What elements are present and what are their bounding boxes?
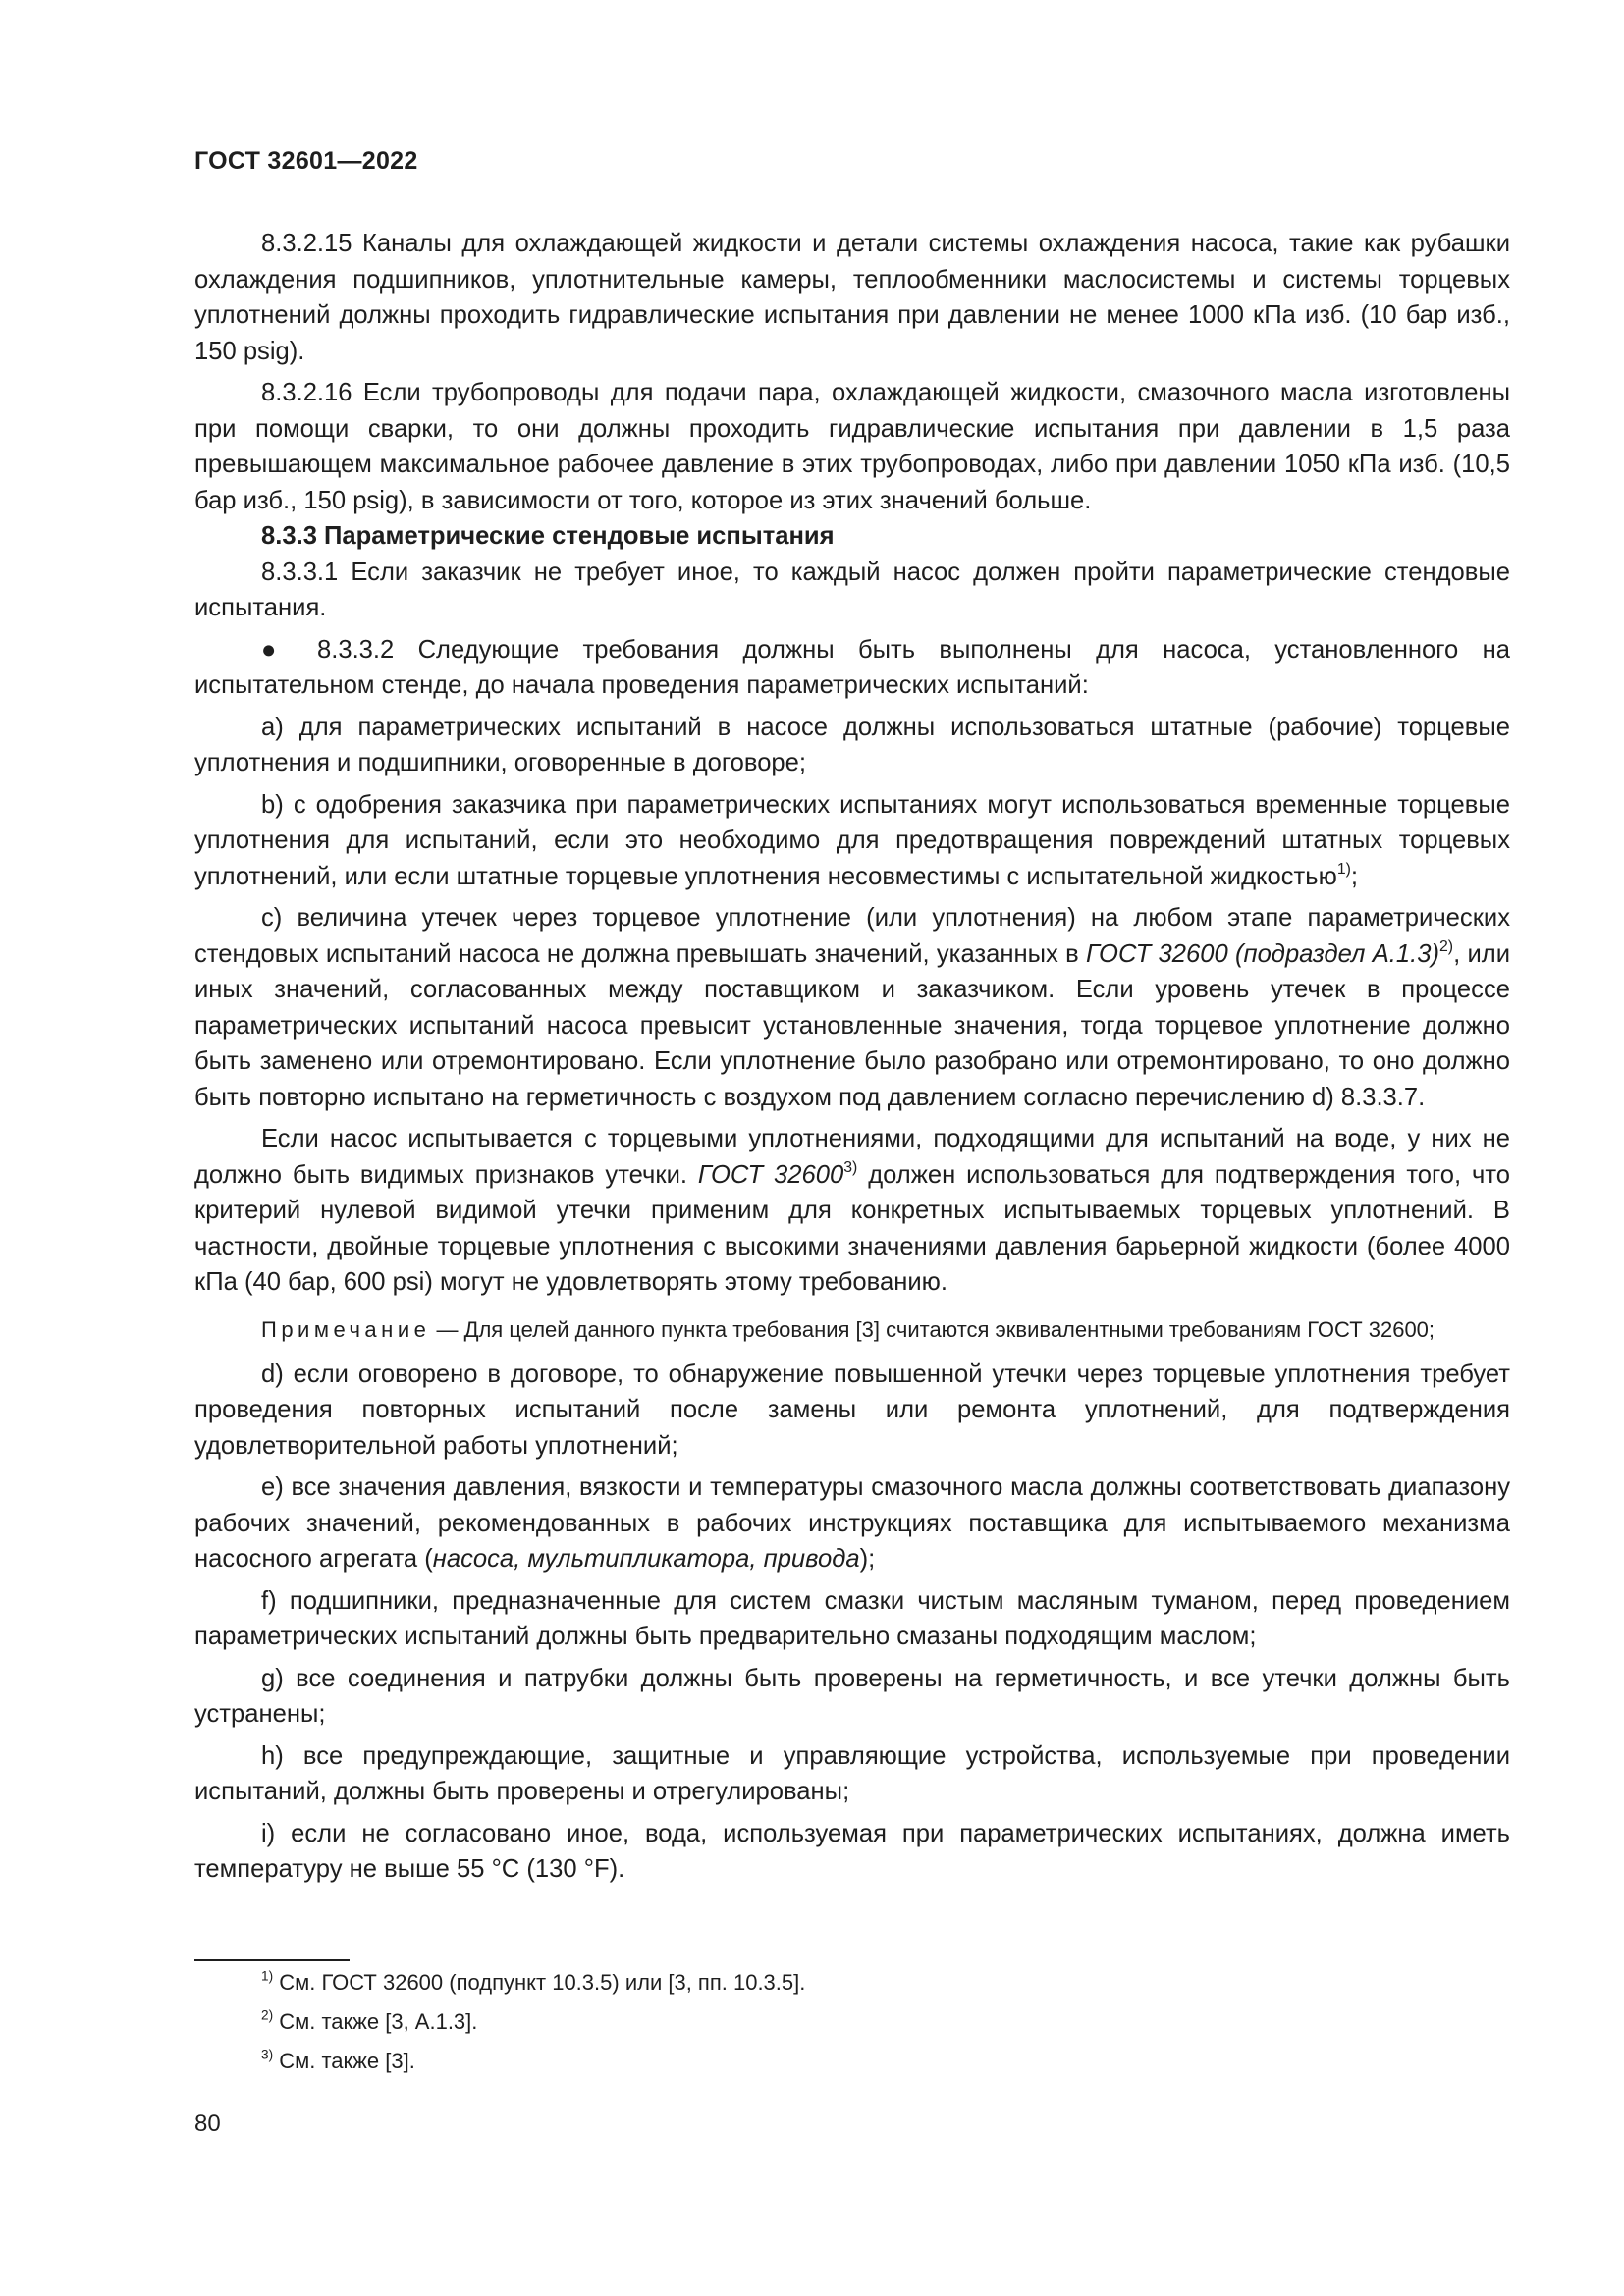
- list-item-e-italic: насоса, мультипликатора, привода: [432, 1545, 860, 1573]
- footnote-2: [261, 2008, 1510, 2036]
- paragraph-8-3-2-15: 8.3.2.15 Каналы для охлаждающей жидкости и детали системы охлаждения насоса, такие как рубашки охлаждения подшипников, уплотнительные камеры, теплообменники маслосистемы и системы торцевых уплотнений должны проходить гидравлические испытания при давлении не менее 1000 кПа изб. (10 бар изб., 150 psig).: [194, 230, 1510, 365]
- footnote-text: См. также [3].: [273, 2049, 415, 2073]
- footnote-mark: 3): [261, 2047, 274, 2062]
- footnote-mark: 2): [261, 2007, 274, 2023]
- list-item-b: [194, 787, 1510, 895]
- list-item-i: i) если не согласовано иное, вода, используемая при параметрических испытаниях, должна иметь температуру не выше 55 °C (130 °F).: [194, 1819, 1510, 1883]
- footnote-ref-3: 3): [843, 1158, 858, 1176]
- paragraph-8-3-2-16: 8.3.2.16 Если трубопроводы для подачи пара, охлаждающей жидкости, смазочного масла изготовлены при помощи сварки, то они должны проходить гидравлические испытания при давлении в 1,5 раза превышающем максимальное рабочее давление в этих трубопроводах, либо при давлении 1050 кПа изб. (10,5 бар изб., 150 psig), в зависимости от того, которое из этих значений больше.: [194, 379, 1510, 514]
- footnotes: [194, 1969, 1510, 2087]
- note-text: — Для целей данного пункта требования [3] считаются эквивалентными требованиям ГОСТ 32600;: [430, 1316, 1435, 1342]
- footnote-mark: 1): [261, 1968, 274, 1984]
- paragraph-8-3-3-1: 8.3.3.1 Если заказчик не требует иное, то каждый насос должен пройти параметрические стендовые испытания.: [194, 558, 1510, 621]
- list-item-e-text-1: e) все значения давления, вязкости и температуры смазочного масла должны соответствовать диапазону рабочих значений, рекомендованных в рабочих инструкциях поставщика для испытываемого механизма насосного агрегата (: [194, 1473, 1510, 1573]
- section-heading-8-3-3: 8.3.3 Параметрические стендовые испытания: [261, 522, 835, 550]
- document-body: [194, 226, 1510, 1888]
- footnote-3: [261, 2048, 1510, 2075]
- list-item-e: [194, 1469, 1510, 1577]
- list-item-e-text-2: );: [859, 1545, 876, 1573]
- footnote-1: [261, 1969, 1510, 1997]
- list-item-f: f) подшипники, предназначенные для систем смазки чистым масляным туманом, перед проведением параметрических испытаний должны быть предварительно смазаны подходящим маслом;: [194, 1586, 1510, 1650]
- list-item-b-text: b) с одобрения заказчика при параметрических испытаниях могут использоваться временные торцевые уплотнения для испытаний, если это необходимо для предотвращения повреждений штатных торцевых уплотнений, или если штатные торцевые уплотнения несовместимы с испытательной жидкостью: [194, 790, 1510, 890]
- list-item-c-text-1: c) величина утечек через торцевое уплотнение (или уплотнения) на любом этапе параметрических стендовых испытаний насоса не должна превышать значений, указанных в: [194, 904, 1510, 968]
- note: [194, 1314, 1510, 1345]
- list-item-g: g) все соединения и патрубки должны быть проверены на герметичность, и все утечки должны быть устранены;: [194, 1664, 1510, 1728]
- list-item-a: a) для параметрических испытаний в насосе должны использоваться штатные (рабочие) торцевые уплотнения и подшипники, оговоренные в договоре;: [194, 713, 1510, 776]
- footnote-text: См. ГОСТ 32600 (подпункт 10.3.5) или [3, пп. 10.3.5].: [273, 1970, 806, 1995]
- footnote-ref-2: 2): [1438, 937, 1454, 955]
- list-item-h: h) все предупреждающие, защитные и управляющие устройства, используемые при проведении испытаний, должны быть проверены и отрегулированы;: [194, 1741, 1510, 1805]
- footnote-text: См. также [3, A.1.3].: [273, 2009, 478, 2034]
- water-seals-text-1: Если насос испытывается с торцевыми уплотнениями, подходящими для испытаний на воде, у них не должно быть видимых признаков утечки.: [194, 1125, 1510, 1189]
- document-header: ГОСТ 32601—2022: [194, 147, 418, 175]
- list-item-c-text-2: , или иных значений, согласованных между поставщиком и заказчиком. Если уровень утечек в процессе параметрических испытаний насоса превысит установленные значения, тогда торцевое уплотнение должно быть заменено или отремонтировано. Если уплотнение было разобрано или отремонтировано, то оно должно быть повторно испытано на герметичность с воздухом под давлением согласно перечислению d) 8.3.3.7.: [194, 939, 1511, 1111]
- footnote-ref-1: 1): [1336, 860, 1351, 878]
- list-item-d: d) если оговорено в договоре, то обнаружение повышенной утечки через торцевые уплотнения требует проведения повторных испытаний после замены или ремонта уплотнений, для подтверждения удовлетворительной работы уплотнений;: [194, 1360, 1510, 1460]
- list-item-b-end: ;: [1350, 862, 1359, 890]
- paragraph-water-seals: [194, 1121, 1510, 1301]
- list-item-c: [194, 900, 1510, 1115]
- page-number: 80: [194, 2110, 221, 2137]
- water-seals-citation: ГОСТ 32600: [697, 1160, 844, 1189]
- water-seals-text-2: должен использоваться для подтверждения того, что критерий нулевой видимой утечки применим для конкретных испытываемых торцевых уплотнений. В частности, двойные торцевые уплотнения с высокими значениями давления барьерной жидкости (более 4000 кПа (40 бар, 600 psi) могут не удовлетворять этому требованию.: [194, 1160, 1510, 1296]
- note-label: Примечание: [261, 1316, 431, 1342]
- list-item-c-citation: ГОСТ 32600 (подраздел А.1.3): [1085, 939, 1439, 968]
- footnote-divider: [194, 1959, 350, 1961]
- paragraph-8-3-3-2: ● 8.3.3.2 Следующие требования должны быть выполнены для насоса, установленного на испытательном стенде, до начала проведения параметрических испытаний:: [194, 635, 1510, 699]
